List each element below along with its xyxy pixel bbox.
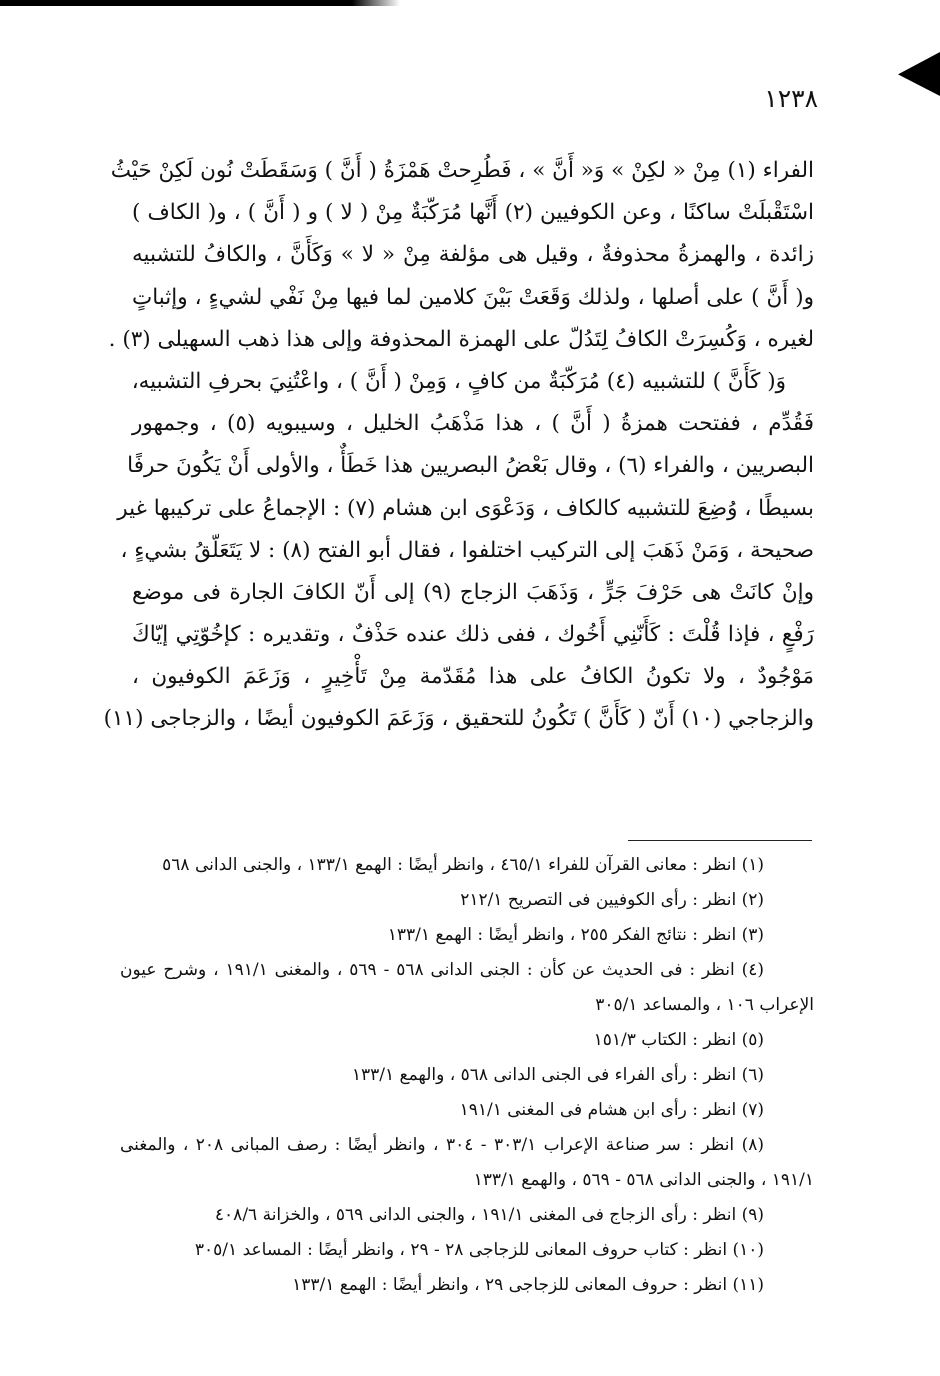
footnote: (٩) انظر : رأى الزجاج فى المغنى ١٩١/١ ، والجنى الدانى ٥٦٩ ، والخزانة ٤٠٨/٦ — [214, 1205, 764, 1225]
footnotes-block — [120, 848, 814, 1303]
main-text-block — [103, 150, 815, 741]
scan-edge-shadow — [0, 0, 400, 6]
text-line: وَ( كَأَنَّ ) للتشبيه (٤) مُرَكّبَةٌ من كافٍ ، وَمِنْ ( أَنَّ ) ، واعْتُنِيَ بحرفِ التشبيه، — [131, 368, 786, 394]
footnote-continuation: ١٩١/١ ، والجنى الدانى ٥٦٨ - ٥٦٩ ، والهمع ١٣٣/١ — [473, 1170, 814, 1190]
text-line: و( أَنَّ ) على أصلها ، ولذلك وَقَعَتْ بَيْنَ كلامين لما فيها مِنْ نَفْي لشيءٍ ، وإثباتٍ — [132, 284, 814, 310]
footnote: (٦) انظر : رأى الفراء فى الجنى الدانى ٥٦٨ ، والهمع ١٣٣/١ — [351, 1065, 764, 1085]
text-line: لغيره ، وَكُسِرَتْ الكافُ لِتَدُلّ على الهمزة المحذوفة وإلى هذا ذهب السهيلى (٣) . — [108, 326, 814, 352]
footnote: (٨) انظر : سر صناعة الإعراب ٣٠٣/١ - ٣٠٤ ، وانظر أيضًا : رصف المبانى ٢٠٨ ، والمغنى — [120, 1135, 764, 1155]
footnote: (١) انظر : معانى القرآن للفراء ٤٦٥/١ ، وانظر أيضًا : الهمع ١٣٣/١ ، والجنى الدانى ٥٦٨ — [162, 855, 764, 875]
page-number: ١٢٣٨ — [764, 84, 818, 113]
text-line: الفراء (١) مِنْ « لكِنْ » وَ« أَنَّ » ، فَطُرِحتْ هَمْزَةُ ( أَنَّ ) وَسَقَطَتْ نُون لَكِنْ حَيْثُ — [110, 158, 814, 183]
footnote: (٧) انظر : رأى ابن هشام فى المغنى ١٩١/١ — [459, 1100, 764, 1120]
text-line: صحيحة ، وَمَنْ ذَهَبَ إلى التركيب اختلفوا ، فقال أبو الفتح (٨) : لا يَتَعَلّقُ بشيءٍ ، — [120, 537, 814, 563]
text-line: اسْتَقْبلَتْ ساكنًا ، وعن الكوفيين (٢) أَنَّها مُرَكّبَةٌ مِنْ ( لا ) و ( أَنَّ ) ، و( الكاف ) — [132, 200, 814, 226]
footnote: (٢) انظر : رأى الكوفيين فى التصريح ٢١٢/١ — [460, 890, 764, 910]
footnote-continuation: الإعراب ١٠٦ ، والمساعد ٣٠٥/١ — [595, 995, 814, 1015]
text-line: بسيطًا ، وُضِعَ للتشبيه كالكاف ، وَدَعْوَى ابن هشام (٧) : الإجماعُ على تركيبها غير — [117, 495, 814, 521]
text-line: رَفْعٍ ، فإذا قُلْتَ : كَأَنّنِي أَخُوك ، ففى ذلك عنده حَذْفٌ ، وتقديره : كإخُوّتِي إيّاكَ — [132, 622, 814, 648]
footnote: (٤) انظر : فى الحديث عن كأن : الجنى الدانى ٥٦٨ - ٥٦٩ ، والمغنى ١٩١/١ ، وشرح عيون — [120, 960, 764, 980]
text-line: والزجاجي (١٠) أَنّ ( كَأَنَّ ) تَكُونُ للتحقيق ، وَزَعَمَ الكوفيون أيضًا ، والزجاجى (١١) — [103, 706, 814, 732]
text-line: زائدة ، والهمزةُ محذوفةٌ ، وقيل هى مؤلفة مِنْ « لا » وَكَأَنَّ ، والكافُ للتشبيه — [132, 242, 814, 268]
text-line: وإنْ كانَتْ هى حَرْفَ جَرٍّ ، وَذَهَبَ الزجاج (٩) إلى أَنّ الكافَ الجارة فى موضع — [132, 579, 814, 605]
footnote: (٣) انظر : نتائج الفكر ٢٥٥ ، وانظر أيضًا : الهمع ١٣٣/١ — [387, 925, 764, 945]
footnote: (١٠) انظر : كتاب حروف المعانى للزجاجى ٢٨ - ٢٩ ، وانظر أيضًا : المساعد ٣٠٥/١ — [194, 1240, 764, 1260]
text-line: فَقُدِّم ، ففتحت همزةُ ( أَنَّ ) ، هذا مَذْهَبُ الخليل ، وسيبويه (٥) ، وجمهور — [132, 411, 815, 437]
scan-corner-mark — [898, 52, 940, 118]
footnote: (٥) انظر : الكتاب ١٥١/٣ — [593, 1030, 764, 1050]
text-line: البصريين ، والفراء (٦) ، وقال بَعْضُ البصريين هذا خَطَأٌ ، والأولى أَنْ يَكُونَ حرفًا — [127, 453, 814, 479]
footnote: (١١) انظر : حروف المعانى للزجاجى ٢٩ ، وانظر أيضًا : الهمع ١٣٣/١ — [292, 1275, 764, 1295]
text-line: مَوْجُودٌ ، ولا تكونُ الكافُ على هذا مُقَدّمة مِنْ تَأْخِيرٍ ، وَزَعَمَ الكوفيون ، — [132, 664, 814, 690]
footnote-divider — [628, 840, 812, 841]
